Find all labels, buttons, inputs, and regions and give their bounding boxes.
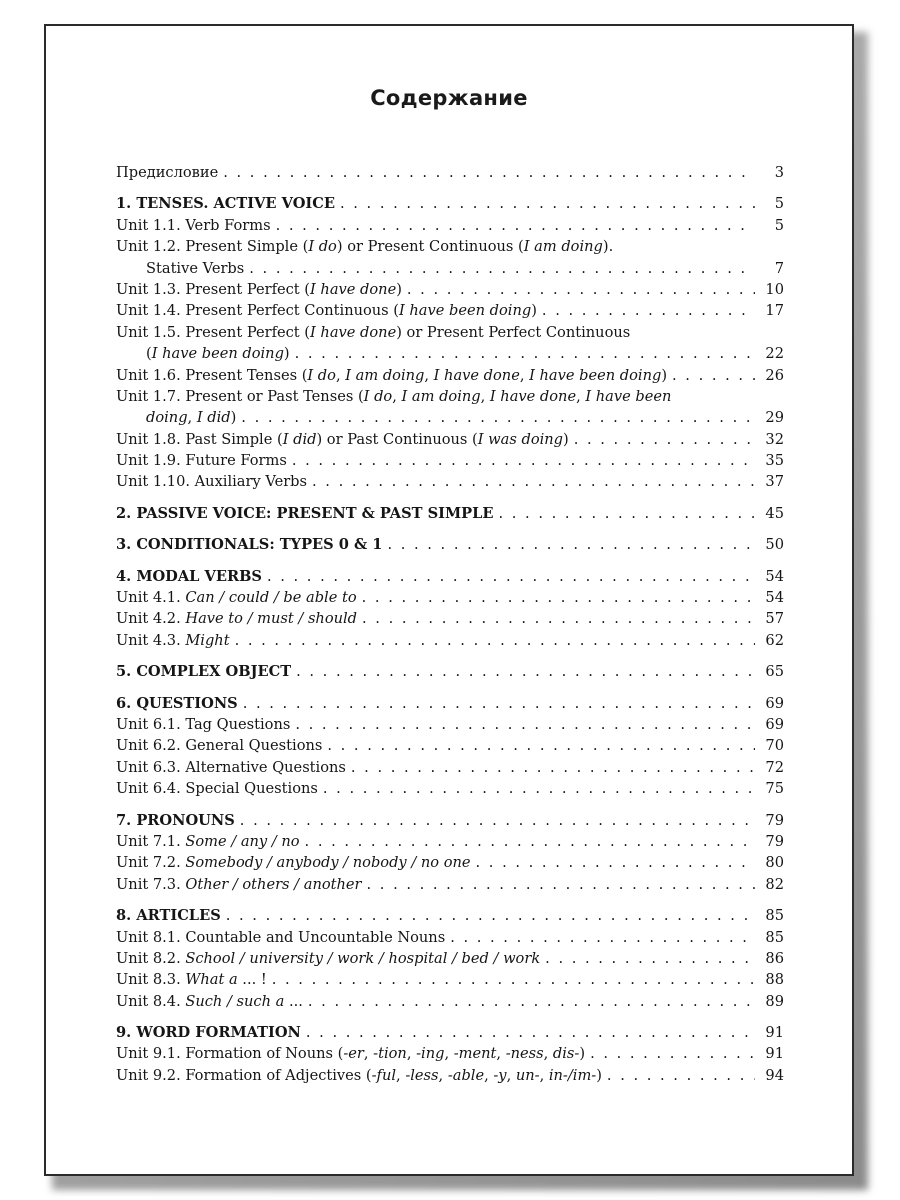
toc-page-number: 35 xyxy=(765,452,784,470)
toc-page-number: 88 xyxy=(765,971,784,989)
toc-page-number: 85 xyxy=(765,928,784,946)
toc-page-number: 62 xyxy=(765,631,784,649)
toc-unit-4-3[interactable] xyxy=(116,630,784,651)
toc-unit-1-8[interactable] xyxy=(116,429,784,450)
toc-entry-text: Unit 8.1. Countable and Uncountable Nouns xyxy=(116,928,446,946)
toc-entry-text: 4. MODAL VERBS xyxy=(116,567,262,585)
toc-unit-8-2[interactable] xyxy=(116,948,784,969)
toc-page-number: 54 xyxy=(765,589,784,607)
toc-unit-1-9[interactable] xyxy=(116,450,784,471)
dot-leader xyxy=(243,693,755,714)
dot-leader xyxy=(362,608,755,629)
toc-entry-text: Unit 1.9. Future Forms xyxy=(116,452,287,470)
toc-entry-text: Unit 1.8. Past Simple (I did) or Past Continuous (I was doing) xyxy=(116,430,569,448)
toc-page-number: 79 xyxy=(765,811,784,829)
toc-unit-8-3[interactable] xyxy=(116,969,784,990)
toc-page-number: 32 xyxy=(765,430,784,448)
dot-leader xyxy=(305,831,755,852)
toc-page-number: 86 xyxy=(765,949,784,967)
toc-entry-text: Unit 7.1. Some / any / no xyxy=(116,832,300,850)
toc-entry-text: Unit 1.3. Present Perfect (I have done) xyxy=(116,280,402,298)
dot-leader xyxy=(450,927,755,948)
toc-section-3[interactable] xyxy=(116,534,784,555)
toc-page-number: 7 xyxy=(774,259,784,277)
toc-entry-text: 1. TENSES. ACTIVE VOICE xyxy=(116,195,335,213)
toc-section-6[interactable] xyxy=(116,693,784,714)
dot-leader xyxy=(295,714,755,735)
toc-entry-text: 9. WORD FORMATION xyxy=(116,1024,301,1042)
toc-unit-1-3[interactable] xyxy=(116,279,784,300)
toc-page-number: 79 xyxy=(765,832,784,850)
toc-page-number: 26 xyxy=(765,366,784,384)
toc-page-number: 69 xyxy=(765,694,784,712)
dot-leader xyxy=(223,162,755,183)
toc-entry-text: Unit 8.3. What a ... ! xyxy=(116,971,267,989)
toc-unit-6-4[interactable] xyxy=(116,778,784,799)
toc-entry-text: Unit 1.10. Auxiliary Verbs xyxy=(116,473,308,491)
toc-unit-1-7[interactable] xyxy=(116,386,784,407)
toc-unit-6-1[interactable] xyxy=(116,714,784,735)
toc-unit-4-1[interactable] xyxy=(116,587,784,608)
toc-entry-text: Unit 9.1. Formation of Nouns (-er, -tion, -ing, -ment, -ness, dis-) xyxy=(116,1045,586,1063)
toc-entry-text: Unit 8.4. Such / such a ... xyxy=(116,992,303,1010)
toc-entry-text: Unit 6.1. Tag Questions xyxy=(116,715,291,733)
toc-unit-6-2[interactable] xyxy=(116,735,784,756)
toc-entry-text: Unit 7.2. Somebody / anybody / nobody / no one xyxy=(116,854,471,872)
toc-entry-text: Unit 1.6. Present Tenses (I do, I am doing, I have done, I have been doing) xyxy=(116,366,668,384)
toc-page-number: 69 xyxy=(765,715,784,733)
toc-entry-text: Unit 8.2. School / university / work / hospital / bed / work xyxy=(116,949,541,967)
toc-page-number: 80 xyxy=(765,854,784,872)
dot-leader xyxy=(327,735,755,756)
toc-unit-1-5[interactable] xyxy=(116,322,784,343)
toc-entry-text: 8. ARTICLES xyxy=(116,907,221,925)
toc-page-number: 82 xyxy=(765,875,784,893)
dot-leader xyxy=(249,258,755,279)
toc-entry-text: Unit 1.7. Present or Past Tenses (I do, I am doing, I have done, I have been xyxy=(116,387,672,405)
toc-page-number: 85 xyxy=(765,907,784,925)
toc-entry-preface[interactable] xyxy=(116,162,784,183)
toc-entry-text: Предисловие xyxy=(116,164,219,181)
toc-page-number: 3 xyxy=(774,164,784,181)
dot-leader xyxy=(672,365,755,386)
toc-unit-1-10[interactable] xyxy=(116,471,784,492)
toc-page-number: 5 xyxy=(774,195,784,213)
dot-leader xyxy=(387,534,755,555)
dot-leader xyxy=(272,969,755,990)
toc-section-2[interactable] xyxy=(116,503,784,524)
toc-page-number: 22 xyxy=(765,345,784,363)
dot-leader xyxy=(308,991,755,1012)
toc-unit-8-4[interactable] xyxy=(116,991,784,1012)
dot-leader xyxy=(306,1022,755,1043)
document-page xyxy=(44,24,854,1176)
toc-entry-text: Unit 6.2. General Questions xyxy=(116,737,323,755)
toc-page-number: 17 xyxy=(765,302,784,320)
dot-leader xyxy=(323,778,755,799)
toc-section-5[interactable] xyxy=(116,661,784,682)
toc-entry-text: 3. CONDITIONALS: TYPES 0 & 1 xyxy=(116,536,383,554)
toc-page-number: 89 xyxy=(765,992,784,1010)
toc-page-number: 29 xyxy=(765,409,784,427)
toc-entry-text: 2. PASSIVE VOICE: PRESENT & PAST SIMPLE xyxy=(116,504,494,522)
dot-leader xyxy=(542,300,755,321)
toc-unit-9-1[interactable] xyxy=(116,1043,784,1064)
toc-entry-text: Unit 7.3. Other / others / another xyxy=(116,875,362,893)
toc-entry-text: doing, I did) xyxy=(146,409,237,427)
dot-leader xyxy=(240,810,755,831)
toc-entry-text: Stative Verbs xyxy=(146,259,245,277)
toc-page-number: 75 xyxy=(765,780,784,798)
toc-entry-text: Unit 9.2. Formation of Adjectives (-ful, -less, -able, -y, un-, in-/im-) xyxy=(116,1066,602,1084)
toc-entry-text: Unit 1.2. Present Simple (I do) or Present Continuous (I am doing). xyxy=(116,238,614,256)
toc-entry-text: Unit 6.3. Alternative Questions xyxy=(116,758,346,776)
toc-entry-text: 5. COMPLEX OBJECT xyxy=(116,663,292,681)
dot-leader xyxy=(292,450,755,471)
dot-leader xyxy=(340,193,755,214)
toc-section-1[interactable] xyxy=(116,193,784,214)
dot-leader xyxy=(367,874,755,895)
dot-leader xyxy=(407,279,755,300)
table-of-contents xyxy=(116,162,784,1086)
dot-leader xyxy=(351,757,755,778)
toc-unit-1-4[interactable] xyxy=(116,300,784,321)
toc-unit-1-1[interactable] xyxy=(116,215,784,236)
toc-unit-8-1[interactable] xyxy=(116,927,784,948)
toc-page-number: 91 xyxy=(765,1024,784,1042)
toc-page-number: 50 xyxy=(765,536,784,554)
toc-entry-text: Unit 1.5. Present Perfect (I have done) or Present Perfect Continuous xyxy=(116,323,631,341)
toc-entry-text: 7. PRONOUNS xyxy=(116,811,235,829)
toc-unit-1-2-continued[interactable] xyxy=(116,258,784,279)
toc-unit-7-3[interactable] xyxy=(116,874,784,895)
toc-page-number: 45 xyxy=(765,504,784,522)
toc-unit-1-6[interactable] xyxy=(116,365,784,386)
toc-page-number: 54 xyxy=(765,567,784,585)
toc-entry-text: (I have been doing) xyxy=(146,345,290,363)
toc-unit-1-5-continued[interactable] xyxy=(116,343,784,364)
toc-unit-1-2[interactable] xyxy=(116,236,784,257)
toc-section-8[interactable] xyxy=(116,905,784,926)
toc-entry-text: Unit 6.4. Special Questions xyxy=(116,780,318,798)
toc-page-number: 72 xyxy=(765,758,784,776)
dot-leader xyxy=(590,1043,755,1064)
toc-unit-7-2[interactable] xyxy=(116,852,784,873)
toc-page-number: 57 xyxy=(765,610,784,628)
dot-leader xyxy=(241,407,755,428)
toc-section-4[interactable] xyxy=(116,566,784,587)
toc-page-number: 94 xyxy=(765,1066,784,1084)
dot-leader xyxy=(276,215,755,236)
toc-unit-6-3[interactable] xyxy=(116,757,784,778)
dot-leader xyxy=(296,661,755,682)
page-title: Содержание xyxy=(370,86,528,110)
toc-unit-1-7-continued[interactable] xyxy=(116,407,784,428)
toc-section-7[interactable] xyxy=(116,810,784,831)
toc-page-number: 37 xyxy=(765,473,784,491)
dot-leader xyxy=(545,948,755,969)
toc-page-number: 10 xyxy=(765,280,784,298)
dot-leader xyxy=(295,343,755,364)
toc-unit-9-2[interactable] xyxy=(116,1065,784,1086)
dot-leader xyxy=(499,503,756,524)
toc-page-number: 70 xyxy=(765,737,784,755)
dot-leader xyxy=(574,429,755,450)
toc-entry-text: Unit 1.1. Verb Forms xyxy=(116,216,271,234)
dot-leader xyxy=(267,566,755,587)
toc-page-number: 5 xyxy=(774,216,784,234)
dot-leader xyxy=(476,852,755,873)
dot-leader xyxy=(235,630,755,651)
dot-leader xyxy=(226,905,755,926)
dot-leader xyxy=(312,471,755,492)
toc-unit-4-2[interactable] xyxy=(116,608,784,629)
toc-entry-text: 6. QUESTIONS xyxy=(116,694,238,712)
toc-entry-text: Unit 4.3. Might xyxy=(116,631,230,649)
toc-page-number: 65 xyxy=(765,663,784,681)
dot-leader xyxy=(607,1065,755,1086)
dot-leader xyxy=(362,587,755,608)
toc-section-9[interactable] xyxy=(116,1022,784,1043)
toc-entry-text: Unit 4.1. Can / could / be able to xyxy=(116,589,357,607)
toc-entry-text: Unit 1.4. Present Perfect Continuous (I have been doing) xyxy=(116,302,537,320)
toc-page-number: 91 xyxy=(765,1045,784,1063)
toc-unit-7-1[interactable] xyxy=(116,831,784,852)
toc-entry-text: Unit 4.2. Have to / must / should xyxy=(116,610,358,628)
